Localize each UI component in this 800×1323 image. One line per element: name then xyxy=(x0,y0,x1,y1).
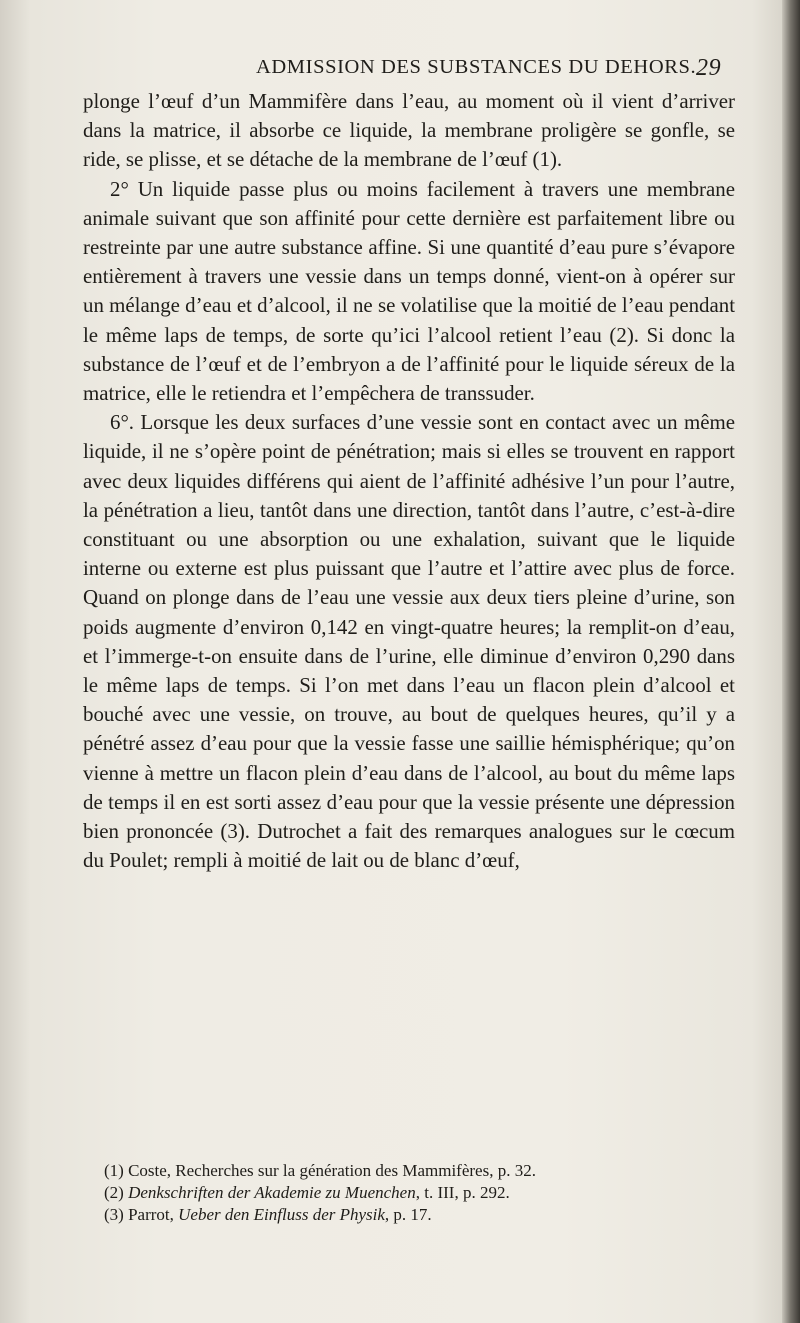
footnote-mark: (2) xyxy=(104,1183,124,1202)
footnote-text: , t. III, p. 292. xyxy=(415,1183,510,1202)
running-title: ADMISSION DES SUBSTANCES DU DEHORS. xyxy=(256,56,697,78)
footnote-text: Parrot, xyxy=(128,1205,179,1224)
body-text xyxy=(83,87,735,875)
footnote-mark: (1) xyxy=(104,1161,124,1180)
footnote-text: , p. 17. xyxy=(384,1205,432,1224)
page-header xyxy=(256,56,756,86)
footnote-3 xyxy=(104,1204,744,1226)
footnote-cited-title: Ueber den Einfluss der Physik xyxy=(178,1205,385,1224)
footnote-cited-title: Denkschriften der Akademie zu Muenchen xyxy=(128,1183,416,1202)
paragraph-point-6: 6°. Lorsque les deux surfaces d’une vessie sont en contact avec un même liquide, il ne s’opère point de pénétration; mais si elles se trouvent en rapport avec deux liquides différens qui aient de l’affinité adhésive l’un pour l’autre, la pénétration a lieu, tantôt dans une direction, tantôt dans l’autre, c’est-à-dire constituant ou une absorption ou une exhalation, suivant que le liquide interne ou externe est plus puissant que l’autre et l’attire avec plus de force. Quand on plonge dans de l’eau une vessie aux deux tiers pleine d’urine, son poids augmente d’environ 0,142 en vingt-quatre heures; la remplit-on d’eau, et l’immerge-t-on ensuite dans de l’urine, elle diminue d’environ 0,290 dans le même laps de temps. Si l’on met dans l’eau un flacon plein d’alcool et bouché avec une vessie, on trouve, au bout de quelques heures, qu’il y a pénétré assez d’eau pour que la vessie fasse une saillie hémisphérique; qu’on vienne à mettre un flacon plein d’eau dans de l’alcool, au bout du même laps de temps il en est sorti assez d’eau pour que la vessie présente une dépression bien prononcée (3). Dutrochet a fait des remarques analogues sur le cœcum du Poulet; rempli à moitié de lait ou de blanc d’œuf, xyxy=(83,410,735,873)
paragraph-continuation: plonge l’œuf d’un Mammifère dans l’eau, au moment où il vient d’arriver dans la matrice, il absorbe ce liquide, la membrane proligère se gonfle, se ride, se plisse, et se détache de la membrane de l’œuf (1). xyxy=(83,89,735,172)
page-edge-shadow xyxy=(782,0,800,1323)
footnote-mark: (3) xyxy=(104,1205,124,1224)
page-gutter-shadow xyxy=(0,0,30,1323)
footnotes xyxy=(104,1160,744,1226)
page-number: 29 xyxy=(696,55,722,81)
paragraph-point-2: 2° Un liquide passe plus ou moins facilement à travers une membrane animale suivant que son affinité pour cette dernière est parfaitement libre ou restreinte par une autre substance affine. Si une quantité d’eau pure s’évapore entièrement à travers une vessie dans un temps donné, vient-on à opérer sur un mélange d’eau et d’alcool, il ne se volatilise que la moitié de l’eau pendant le même laps de temps, de sorte qu’ici l’alcool retient l’eau (2). Si donc la substance de l’œuf et de l’embryon a de l’affinité pour le liquide séreux de la matrice, elle le retiendra et l’empêchera de transsuder. xyxy=(83,176,735,406)
footnote-1 xyxy=(104,1160,744,1182)
footnote-2 xyxy=(104,1182,744,1204)
footnote-text: Coste, Recherches sur la génération des Mammifères, p. 32. xyxy=(128,1161,536,1180)
